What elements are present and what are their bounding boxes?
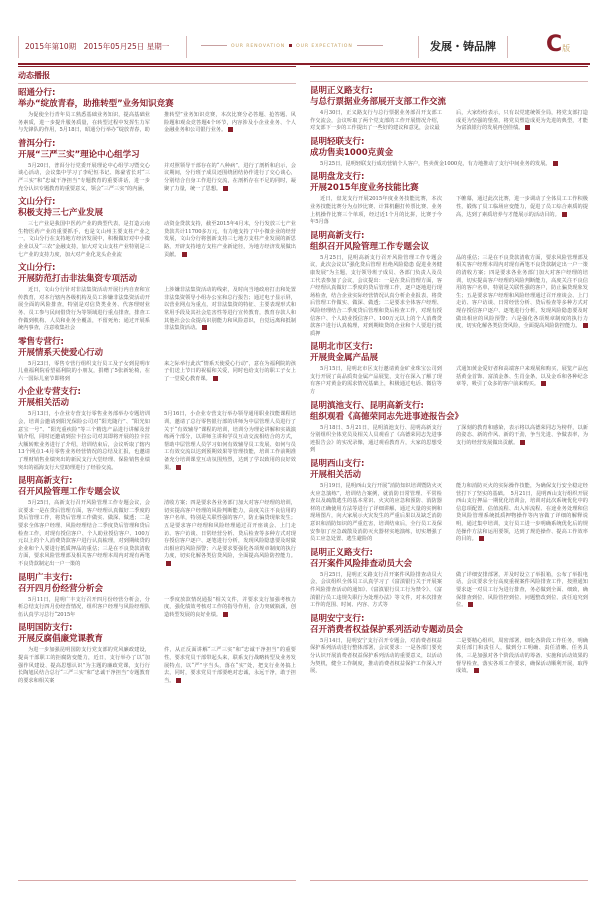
article-text-content: 清收方案；四是要求各业务部门加大对客户经理的培训，切实提高客户经理的风险判断能力，高度关注不良信用的客户名单，特别是关联性强的客户，防止骗贷现象发生；五是要求客户经理和风险经理通过召开座谈会、上门走访、客户访谈、日常经营分析、贷后检查等多种方式对现存授信客户逐户、逐笔进行分析，发现风险隐患要及时做出相应的风险预警；六是要求要强化各项规章制度的执行力度，切实化解各类信贷风险，全面提高风险防控能力。 <box>164 500 296 560</box>
article-text-col1 <box>310 425 442 455</box>
article-source: 昆明广丰支行: <box>18 572 73 583</box>
article-text-content: 上涉嫌非法集资活动的线索，及时向当地政府打击和处置非法集资领导小组办公室和总行报告；通过电子显示屏，以营业网点为重点，对非法集资的特征、主要表现形式和常用手段及其社会危害性等进行宣传教育，教育存款人和其他社会公众提高识别能力和风险意识，自觉远离和抵制非法集资活动。 <box>164 287 296 332</box>
article-body <box>310 161 588 169</box>
article-text-col2 <box>456 638 588 676</box>
article-text-content: 动资金贷款支持，截至2015年4月末，分行发放三七产业贷款共计11700多万元，有力地支持了中小微企业的经营发展，文山分行将创新支持三七地方支柱产业发展的新思路，开辟支持地方支柱产业新途径，为地方经济发展做出贡献。 <box>164 221 296 258</box>
slogan-right: OUR EXPECTATION <box>296 44 353 49</box>
article-text-content: 做了详细安排部署，并及时设立了举报箱，公布了举报电话，会议要求全行高度重视案件风险排查工作，按照通知要求逐一对员工行为进行排查，务必做到全面、细致，确保排查到位、风险管控到位、问题整改到位、责任追究到位。 <box>456 571 588 609</box>
article-title: 组织召开风险管理工作专题会议 <box>310 241 430 252</box>
article-text-content: 为促使全行青年员工熟悉基础业务知识，提高基础业务素质，进一步提升服务质量，在转型过程中发挥生力军与先锋队的作用，5月18日，昭通分行举办“绽放青春，助 <box>18 112 150 134</box>
article-text-content: 4月30日，正义路支行与总行票据业务部召开支部工作交流会，会议听取了两个党支部的工作开展情况介绍，对支部下一步的工作提出了一些好的建议和意见，会议最 <box>310 110 442 132</box>
end-mark-icon <box>176 678 181 683</box>
article-body <box>310 483 588 544</box>
article-body <box>310 425 588 455</box>
slogan <box>186 36 407 58</box>
article <box>18 88 296 135</box>
article-source: 昆明高新支行: <box>310 230 365 241</box>
article <box>18 197 296 259</box>
article-text-content: 三七产业是我国中医药产业的典型代表，是打造云南生物医药产业的重要抓手，也是文山州主要支柱产业之一，文山分行在支持地方经济发展中，积极做好对中小微企业以及“三农”金融支持，加大对文山支柱产业特别是三七产业的支持力度，加大对产业化龙头企业流 <box>18 221 150 258</box>
article-text-col1 <box>310 366 442 396</box>
article-body <box>18 647 296 685</box>
article-text-content: 5月19日，昆明西山支行开展“消防知识培训暨防火灭火应急演练”，培训结合案例，就消防日常管理、平常检查以及疏散逃生的基本常识、火灾的应急和预防、消防器材的正确使用方法等进行了详细讲解，通过大量的实例和现场图片，向大家展示火灾发生的严重后果以及缺乏消防意识和消防知识的严重危害，培训结束后，全行员工及保安参加了应急疏散及消防灭火器材实地演练，切实增强了员工应急处置、逃生避险的 <box>310 483 442 543</box>
article-source: 文山分行: <box>18 263 56 274</box>
article-text-content: 为进一步加强昆明国防支行党支部的党风廉政建设，提高干部职工的拒腐防变能力，近日，支行举办了以“加强作风建设、提高思想认识”为主题的廉政党课，支行行长陶旭民结合总行“三严三实”和“忠诚干净担当”专题教育的要求和相关案 <box>18 647 150 684</box>
article-text-col1 <box>18 163 150 193</box>
article-source: 昭通分行: <box>18 88 56 98</box>
article <box>310 137 588 169</box>
article-text-col2 <box>456 196 588 226</box>
article-body <box>18 163 296 193</box>
article-text-col1 <box>310 196 442 226</box>
article-title: 开展防范打击非法集资专项活动 <box>18 274 138 285</box>
end-mark-icon <box>182 252 187 257</box>
end-mark-icon <box>474 668 479 673</box>
end-mark-icon <box>525 125 530 130</box>
article-title: 开展情系天使爱心行动 <box>18 347 104 358</box>
article-text-col1 <box>18 647 150 685</box>
article-text-content: 来之际举行此次“情系天使爱心行动”，意在为福利院的孩子们送上节日的祝福和关爱，同时也给支行的职工子女上了一堂爱心教育课。 <box>164 360 296 382</box>
article-text-col1 <box>18 500 150 568</box>
article-text-col1 <box>18 287 150 333</box>
edition-letter: C <box>546 32 563 57</box>
article-source: 昆明北市区支行: <box>310 342 373 353</box>
article-body <box>310 255 588 339</box>
article-title: 开展贵金属产品展 <box>310 353 379 364</box>
article-text-col2 <box>456 366 588 396</box>
article-text-content: 了深刻的教育和感染，表示将以高德荣同志为榜样，以新的姿态、新的作风、新的干劲，争当先进、争做表率，为支行的经营发展做出贡献。 <box>456 424 588 446</box>
article-source: 昆明高新支行: <box>18 476 73 487</box>
article-title: 召开消费者权益保护系列活动专题动员会 <box>310 624 464 635</box>
article <box>310 172 588 226</box>
article-text-col1 <box>18 361 150 384</box>
article-source: 文山分行: <box>18 197 56 208</box>
article-source: 零售专营行: <box>18 336 64 347</box>
article-body <box>18 112 296 135</box>
article-title: 召开四月份经营分析会 <box>18 583 104 594</box>
footer-rule-right <box>310 880 588 881</box>
article-text-content: 件，从正反面讲解“三严三实”和“忠诚干净担当”的重要性，要求党员干部带起头来，联系支行战略转型及业务发展特点，以“严”字当头，落在“实”处，把支行业务搞上去，同时，要求党员干部要绝对忠诚，永远干净，敢于担当。 <box>164 647 296 684</box>
article <box>310 459 588 544</box>
article-body <box>310 366 588 396</box>
article-title: 举办“绽放青春，助推转型”业务知识竞赛 <box>18 99 174 109</box>
article-text-content: 5月25日，昆明轻联支行成功营销个人客户，售卖黄金1000克，有力地推动了支行中间业务的发展。 <box>320 160 551 167</box>
article-body <box>310 572 588 610</box>
article-text-content: 推转型”业务知识竞赛，本次比赛分必答题、抢答题、风险题和观众竞答题4个环节，内容涉及小企业业务、个人金融业务和公司银行业务。 <box>164 112 296 134</box>
article-body <box>18 597 296 620</box>
article-source: 昆明盘龙支行: <box>310 172 365 183</box>
article-text-col2 <box>164 411 296 472</box>
article-source: 小企业专营支行: <box>18 387 81 398</box>
article-text-col2 <box>164 221 296 259</box>
article-title: 开展反腐倡廉党课教育 <box>18 634 104 645</box>
edition-suffix: 版 <box>562 44 571 53</box>
article-text-col1 <box>18 112 150 135</box>
article-source: 昆明滇池支行、昆明高新支行: <box>310 400 424 411</box>
end-mark-icon <box>583 323 588 328</box>
article-title: 开展相关活动 <box>18 398 70 409</box>
article-body <box>18 221 296 259</box>
article-text-content: 5月13日，小企业专营支行零售业务部举办专题培训会，培训会邀请到阳光保险公司对“阳光随行”、“阳光如意宝一号”、“阳光重疾险”等三个精选产品进行讲解及营销介绍，同时还邀请到拉卡拉公司对其即将开展的拉卡拉大额转账业务进行了介绍，培训结束后，会议听取了辖内13个网点1-4月零售业务经营情况的总结及汇报，也邀请了理财销售业绩突出的新民支行大堂经理、保险销售业绩突出的福海支行大堂助理进行了经验交流。 <box>18 411 150 471</box>
article <box>310 231 588 339</box>
article-text-col2 <box>456 483 588 544</box>
article-text-col2 <box>456 572 588 610</box>
article <box>18 623 296 685</box>
slogan-left: OUR RENOVATION <box>231 44 286 49</box>
article-body <box>310 638 588 676</box>
divider-line <box>201 45 227 46</box>
article-source: 昆明国防支行: <box>18 623 73 634</box>
article-text-content: 近日，盘龙支行开展2015年度业务技能比赛，本次业务技能比赛分为点钞比赛、计算机翻打传票比赛、业务上机操作比赛三个单项，经过近1个月的比拼，比赛于今年5月落 <box>310 196 442 226</box>
article-body <box>18 287 296 333</box>
article-text-col2 <box>164 647 296 685</box>
article-text-content: 5月25日，昆明正义路支行召开案件风险排查动员大会，会议组织全体员工认真学习了《富滇银行关于开展案件风险排查活动的通知》、《富滇银行员工行为禁令》、《富滇银行员工违规失职行为处理办法》等文件，对本次排查工作的范围、时间、内容、方式等 <box>310 571 442 609</box>
article-body <box>310 196 588 226</box>
article-source: 昆明正义路支行: <box>310 547 373 558</box>
article-text-col1 <box>18 221 150 259</box>
article-text-content: 5月18日、5月21日，昆明滇池支行、昆明高新支行分别组织全体党员及相关人员观看了《高德荣同志先进事迹报告会》的实况录像，通过观看教育片，大家的思想受到 <box>310 424 442 454</box>
article <box>310 614 588 676</box>
article-source: 昆明西山支行: <box>310 459 365 470</box>
end-mark-icon <box>213 376 218 381</box>
article <box>310 342 588 396</box>
article-title: 组织观看《高德荣同志先进事迹报告会》 <box>310 411 464 422</box>
article-text-col2 <box>456 255 588 339</box>
article-text-content: 二是要精心组织，周密部署，细化各阶段工作任务，明确责任部门和责任人，做到分工明确、责任清晰、任务具体，三是加强对各个阶段活动的筹备、实施和活动效果的督导检查，落实各项工作要求，确保活动顺利开展，取得成效。 <box>456 637 588 675</box>
article-title: 开展相关活动 <box>310 470 362 481</box>
divider-line <box>357 45 383 46</box>
article-text-content: 能力和消防灭火的实际操作技能，为确保支行安全稳定经营打下了坚实的基础。 5月21日，昆明西山支行组织开展西山支行押品一期优化培训会，培训对此次系统优化中的信息项配置、估值流程、出入库流程、在途业务处理和信贷风险管理系统抵质押物操作等内容做了详细的解释说明，通过集中培训，支行员工进一步明确系统优化后的规范操作方法和运用要领，达到了规范操作、提高工作效率的目的。 <box>456 483 588 543</box>
article-text <box>310 161 588 169</box>
article-text-col2 <box>164 361 296 384</box>
end-mark-icon <box>166 561 171 566</box>
article-text-col1 <box>310 572 442 610</box>
article-text-content: 并对照领导干部存在的“八种病”，进行了剖析和启示，会议期间，分行班子成员还围绕团结协作进行了交心谈心，分别结合自身工作进行交流，在剖析存在不足的同时，凝聚了力量，统一了思想。 <box>164 162 296 192</box>
article-title: 成功售卖1000克黄金 <box>310 147 394 158</box>
article-title: 召开案件风险排查动员大会 <box>310 558 413 569</box>
left-column <box>18 66 296 689</box>
article-text-col1 <box>310 110 442 133</box>
article-source: 普洱分行: <box>18 138 56 149</box>
issue-date: 2015年第10期 2015年05月25日 星期一 <box>18 36 169 58</box>
article-text-col2 <box>164 597 296 620</box>
article-text-col2 <box>164 163 296 193</box>
end-mark-icon <box>520 440 525 445</box>
article-text-content: 5月11日，昆明广丰支行召开四月份经营分析会，分析总结支行四月份经营情况，组织客户经理与风险经理队伍认真学习总行“2015年 <box>18 596 150 618</box>
article <box>310 548 588 610</box>
article-text-col2 <box>164 500 296 568</box>
article <box>18 263 296 333</box>
article-text-content: 式通知黄金爱好者和高端客户来观展和购买，展览产品包括黄金首饰、富滇金条、生肖金条，以及金币和各种纪念章等，吸引了众多的客户前来购买。 <box>456 366 588 388</box>
article-text-content: 5月16日，小企业专营支行举办领导通用职业技能课程培训，邀请了总行零售银行部的讲师为中层管理人员进行了关于“有效辅导”课程的培训，培训分为理论讲解和实战演练两个部分，以讲师主讲和学员互动交流相结合的方式，帮助中层管理人员学习如何有效辅导员工发展、如何与员工有效交流以达到预期效果等管理技能，培训工作前期准备充分培训课堂互动氛围热烈，达到了学以致用的良好效果。 <box>164 411 296 471</box>
right-column <box>310 66 588 680</box>
article-text-col2 <box>456 110 588 133</box>
article <box>310 401 588 455</box>
article-text-content: 5月20日，普洱分行党委开展理论中心组学习暨交心谈心活动，会议集中学习了李纪恒书记、陈豪省长对“三严三实”和“忠诚干净担当”专题教育的重要讲话，进一步充分认识专题教育的重要意义，领会“三严三实”的内涵， <box>18 162 150 192</box>
article-title: 与总行票据业务部展开支部工作交流 <box>310 97 447 107</box>
section-rule <box>310 66 588 82</box>
article-body <box>310 110 588 133</box>
end-mark-icon <box>202 325 207 330</box>
article-text-col1 <box>18 411 150 472</box>
end-mark-icon <box>228 127 233 132</box>
article-body <box>18 361 296 384</box>
article <box>18 476 296 568</box>
article-text-content: 5月25日，昆明高新支行召开风险管理工作专题会议，此次会议以“强化贷后管理 杜绝风险隐患 促进业务健康发展”为主题，支行领导班子成员、各部门负责人及员工代表参加了会议，会议提出：一是在贷后管理方面，客户经理认真做好二季度的贷后管理工作，逐户逐地进行现场检查，结合企业实际经营情况认真分析企业报表，将贷后管理工作做实、做深、做透；二是要求全体客户经理、风险经理结合二季度贷后管理和贷后检查工作，对现有授信客户、个人助业授信客户、100万元以上的个人消费贷款客户进行认真梳理，对到期续贷的企业和个人要进行抵质押 <box>310 254 442 337</box>
article-text-col2 <box>164 287 296 333</box>
article-text-col2 <box>164 112 296 135</box>
article-text-col1 <box>18 597 150 620</box>
end-mark-icon <box>553 161 558 166</box>
section-label: 动态播报 <box>18 66 296 84</box>
article-title: 开展2015年度业务技能比赛 <box>310 183 419 194</box>
article-text-content: 后，大家纷纷表示，只有以党建统领全局，将党支部打造成更为坚强的堡垒，将党员塑造成更为先进的典型，才能为富滇银行的发展再创佳绩。 <box>456 110 588 132</box>
article <box>18 387 296 472</box>
end-mark-icon <box>562 212 567 217</box>
end-mark-icon <box>479 536 484 541</box>
article-body <box>18 500 296 568</box>
footer-rule-left <box>18 880 296 881</box>
article-title: 积极支持三七产业发展 <box>18 208 104 219</box>
article-text-content: 5月23日，零售专营行组织支行员工及子女到昆明市儿童福利院看望福利院的小朋友，捐赠了5张新轮椅，在六一国际儿童节即将到 <box>18 360 150 382</box>
end-mark-icon <box>176 465 181 470</box>
article-text-content: 品的重估；三是在不良贷款清收方面，要求风险管理部及相关客户经理本周内对现有两笔不良贷款制定出一户一策的清收方案；四是要求各业务部门加大对客户经理的培训，切实提高客户经理的风险判断能力，高度关注不良信用的客户名单，特别是关联性强的客户，防止骗贷现象发生；五是要求客户经理和风险经理通过召开座谈会、上门走访、客户访谈、日常经营分析、贷后检查等多种方式对现存授信客户逐户、逐笔进行分析，发现风险隐患要及时做出相应的风险预警；六是强化各项规章制度的执行力度，切实化解各类信贷风险，全面提高风险防控能力。 <box>456 254 588 330</box>
article <box>18 573 296 620</box>
article-title: 召开风险管理工作专题会议 <box>18 487 121 498</box>
article-text-content: 近日，文山分行针对非法集资活动开展行内自查和宣传教育，对本行辖内各级机构及员工涉嫌非法集资活动开展全面的风险排查，特别是对信贷类业务、代客理财业务、员工参与民间借贷行为等领域进行重点排查，排查工作做到机构、人员和业务全覆盖，不留死角；通过开展系统内事查，注意收集社会 <box>18 287 150 332</box>
page-header <box>18 32 590 62</box>
article <box>310 86 588 133</box>
end-mark-icon <box>468 602 473 607</box>
article-text-col1 <box>310 255 442 339</box>
article-text-content: 5月25日，高新支行召开风险管理工作专题会议，会议要求一是在贷后管理方面，客户经理认真做好二季度的贷后管理工作，将贷后管理工作做实、做深、做透；二是要求全体客户经理、风险经理结合二季度贷后管理和贷后检查工作，对现有授信客户、个人助业授信客户、100万元以上的个人消费贷款客户进行认真梳理，对到期续贷的企业和个人要进行抵质押品的重估；三是在不良贷款清收方面，要求风险管理部及相关客户经理本周内对现有两笔不良贷款制定出一户一策的 <box>18 500 150 567</box>
article-text-content: 5月14日，昆明安宁支行召开专题会，对消费者权益保护系列活动进行整体部署，会议要求：一是各部门要充分认识开展消费者权益保护系列活动的重要意义，以活动为契机，健全工作制度，推动消费者权益保护工作深入开展， <box>310 637 442 675</box>
slogan-dot-icon <box>289 44 292 47</box>
article-body <box>18 411 296 472</box>
article <box>18 337 296 384</box>
article-source: 昆明正义路支行: <box>310 86 373 96</box>
header-rule <box>18 63 590 65</box>
article-title: 开展“三严三实”理论中心组学习 <box>18 149 140 160</box>
end-mark-icon <box>541 381 546 386</box>
end-mark-icon <box>223 186 228 191</box>
article-text-content: 一季度放款情况通报”相关文件，并要求支行加强考核力度，强化绩效考核对工作的指导作用，合力突破瓶颈，创造转型发展的良好业绩。 <box>164 596 296 618</box>
article-source: 昆明轻联支行: <box>310 136 365 147</box>
article-text-col2 <box>456 425 588 455</box>
article <box>18 139 296 193</box>
edition-badge <box>546 32 570 58</box>
end-mark-icon <box>223 612 228 617</box>
article-source: 昆明安宁支行: <box>310 613 365 624</box>
article-text-content: 5月15日，昆明北市区支行邀请黄金矿业珠宝公司到支行开展了高品质贵金属产品展览，支行在深入了解了现有客户对黄金的需求情况基础上，积极通过电话、微信等方 <box>310 366 442 396</box>
article-text-content: 下帷幕，通过此次比赛，进一步调动了全体员工工作积极性，锻炼了员工临场应变能力，促进了员工综合素质的提高，达到了素质培养与才能展示的活动目的。 <box>456 196 588 218</box>
section-title: 发展・铸品牌 <box>418 36 508 58</box>
article-text-col1 <box>310 483 442 544</box>
article-text-col1 <box>310 638 442 676</box>
